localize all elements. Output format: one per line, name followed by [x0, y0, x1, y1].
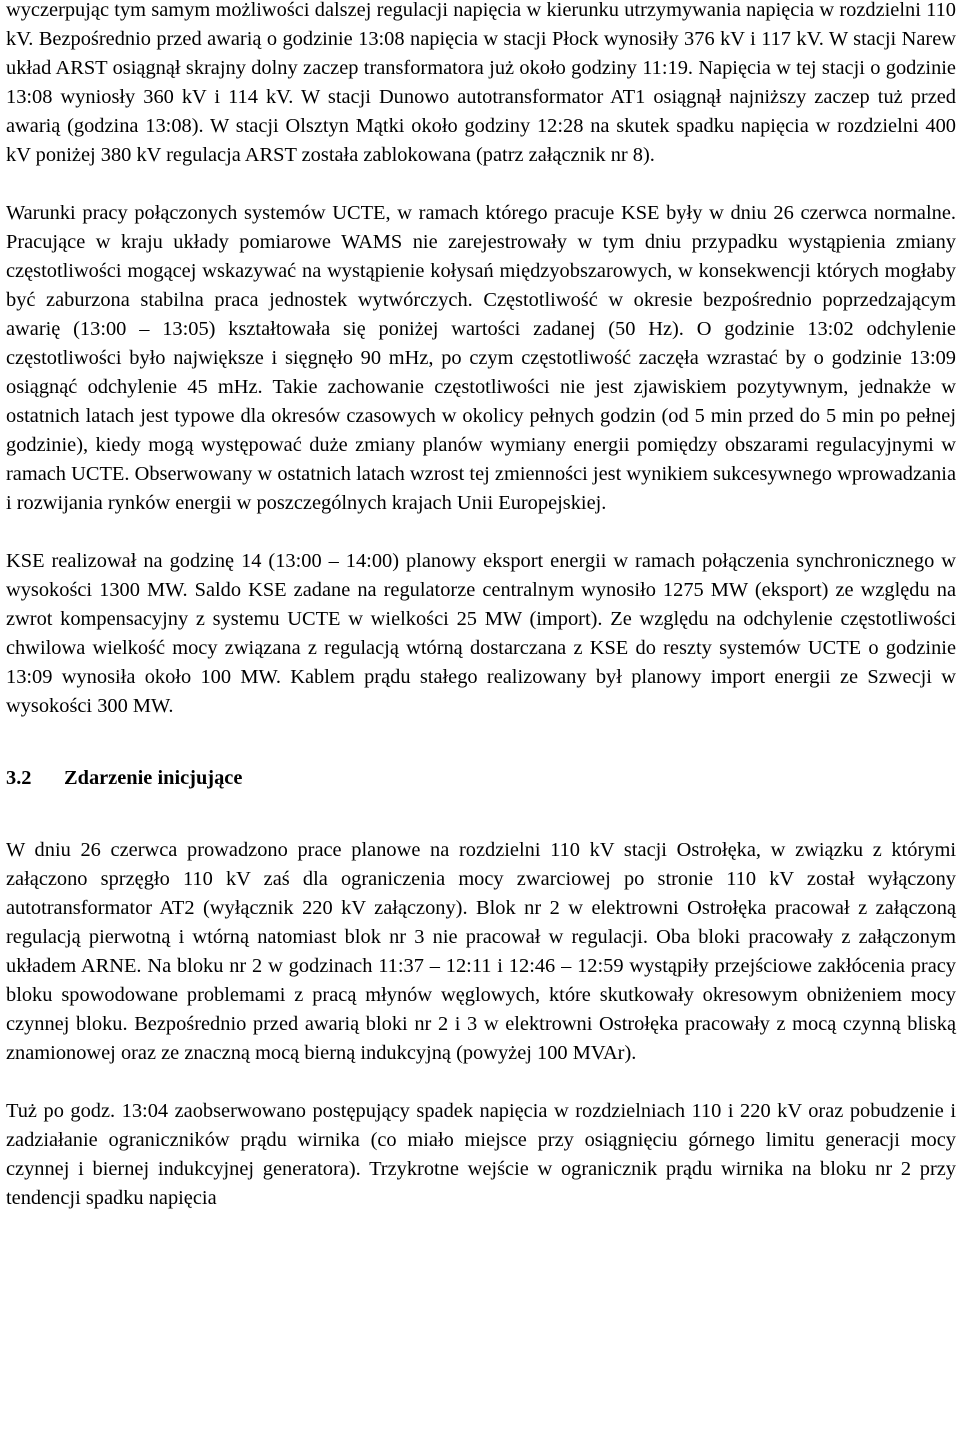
- section-heading: [6, 764, 956, 793]
- paragraph-voltage-regulation: wyczerpując tym samym możliwości dalszej regulacji napięcia w kierunku utrzymywania napięcia w rozdzielni 110 kV. Bezpośrednio przed awarią o godzinie 13:08 napięcia w stacji Płock wynosiły 376 kV i 117 kV. W stacji Narew układ ARST osiągnął skrajny dolny zaczep transformatora już około godziny 11:19. Napięcia w tej stacji o godzinie 13:08 wyniosły 360 kV i 114 kV. W stacji Dunowo autotransformator AT1 osiągnął najniższy zaczep tuż przed awarią (godzina 13:08). W stacji Olsztyn Mątki około godziny 12:28 na skutek spadku napięcia w rozdzielni 400 kV poniżej 380 kV regulacja ARST została zablokowana (patrz załącznik nr 8).: [6, 0, 956, 166]
- paragraph-voltage-drop: Tuż po godz. 13:04 zaobserwowano postępujący spadek napięcia w rozdzielniach 110 i 220 kV oraz pobudzenie i zadziałanie ograniczników prądu wirnika (co miało miejsce przy osiągnięciu górnego limitu generacji mocy czynnej i biernej indukcyjnej generatora). Trzykrotne wejście w ogranicznik prądu wirnika na bloku nr 2 przy tendencji spadku napięcia: [6, 1100, 956, 1209]
- paragraph-planned-works: W dniu 26 czerwca prowadzono prace planowe na rozdzielni 110 kV stacji Ostrołęka, w związku z którymi załączono sprzęgło 110 kV zaś dla ograniczenia mocy zwarciowej po stronie 110 kV został wyłączony autotransformator AT2 (wyłącznik 220 kV załączony). Blok nr 2 w elektrowni Ostrołęka pracował z załączoną regulacją pierwotną i wtórną natomiast blok nr 3 nie pracował w regulacji. Oba bloki pracowały z załączonym układem ARNE. Na bloku nr 2 w godzinach 11:37 – 12:11 i 12:46 – 12:59 wystąpiły przejściowe zakłócenia pracy bloku spowodowane problemami z pracą młynów węglowych, które skutkowały okresowym obniżeniem mocy czynnej bloku. Bezpośrednio przed awarią bloki nr 2 i 3 w elektrowni Ostrołęka pracowały z mocą czynną bliską znamionowej oraz ze znaczną mocą bierną indukcyjną (powyżej 100 MVAr).: [6, 839, 956, 1064]
- section-number: 3.2: [6, 767, 32, 789]
- section-title: Zdarzenie inicjujące: [64, 767, 243, 789]
- paragraph-ucte-conditions: Warunki pracy połączonych systemów UCTE, w ramach którego pracuje KSE były w dniu 26 czerwca normalne. Pracujące w kraju układy pomiarowe WAMS nie zarejestrowały w tym dniu przypadku wystąpienia zmiany częstotliwości mogącej wskazywać na wystąpienie kołysań międzyobszarowych, w konsekwencji których mogłaby być zaburzona stabilna praca jednostek wytwórczych. Częstotliwość w okresie bezpośrednio poprzedzającym awarię (13:00 – 13:05) kształtowała się poniżej wartości zadanej (50 Hz). O godzinie 13:02 odchylenie częstotliwości było największe i sięgnęło 90 mHz, po czym częstotliwość zaczęła wzrastać by o godzinie 13:09 osiągnąć odchylenie 45 mHz. Takie zachowanie częstotliwości nie jest zjawiskiem pozytywnym, jednakże w ostatnich latach jest typowe dla okresów czasowych w okolicy pełnych godzin (od 5 min przed do 5 min po pełnej godzinie), kiedy mogą występować duże zmiany planów wymiany energii pomiędzy obszarami regulacyjnymi w ramach UCTE. Obserwowany w ostatnich latach wzrost tej zmienności jest wynikiem sukcesywnego wprowadzania i rozwijania rynków energii w poszczególnych krajach Unii Europejskiej.: [6, 202, 956, 514]
- paragraph-kse-export: KSE realizował na godzinę 14 (13:00 – 14:00) planowy eksport energii w ramach połączenia synchronicznego w wysokości 1300 MW. Saldo KSE zadane na regulatorze centralnym wynosiło 1275 MW (eksport) ze względu na zwrot kompensacyjny z systemu UCTE w wielkości 25 MW (import). Ze względu na odchylenie częstotliwości chwilowa wielkość mocy związana z regulacją wtórną dostarczana z KSE do reszty systemów UCTE o godzinie 13:09 wynosiła około 100 MW. Kablem prądu stałego realizowany był planowy import energii ze Szwecji w wysokości 300 MW.: [6, 550, 956, 717]
